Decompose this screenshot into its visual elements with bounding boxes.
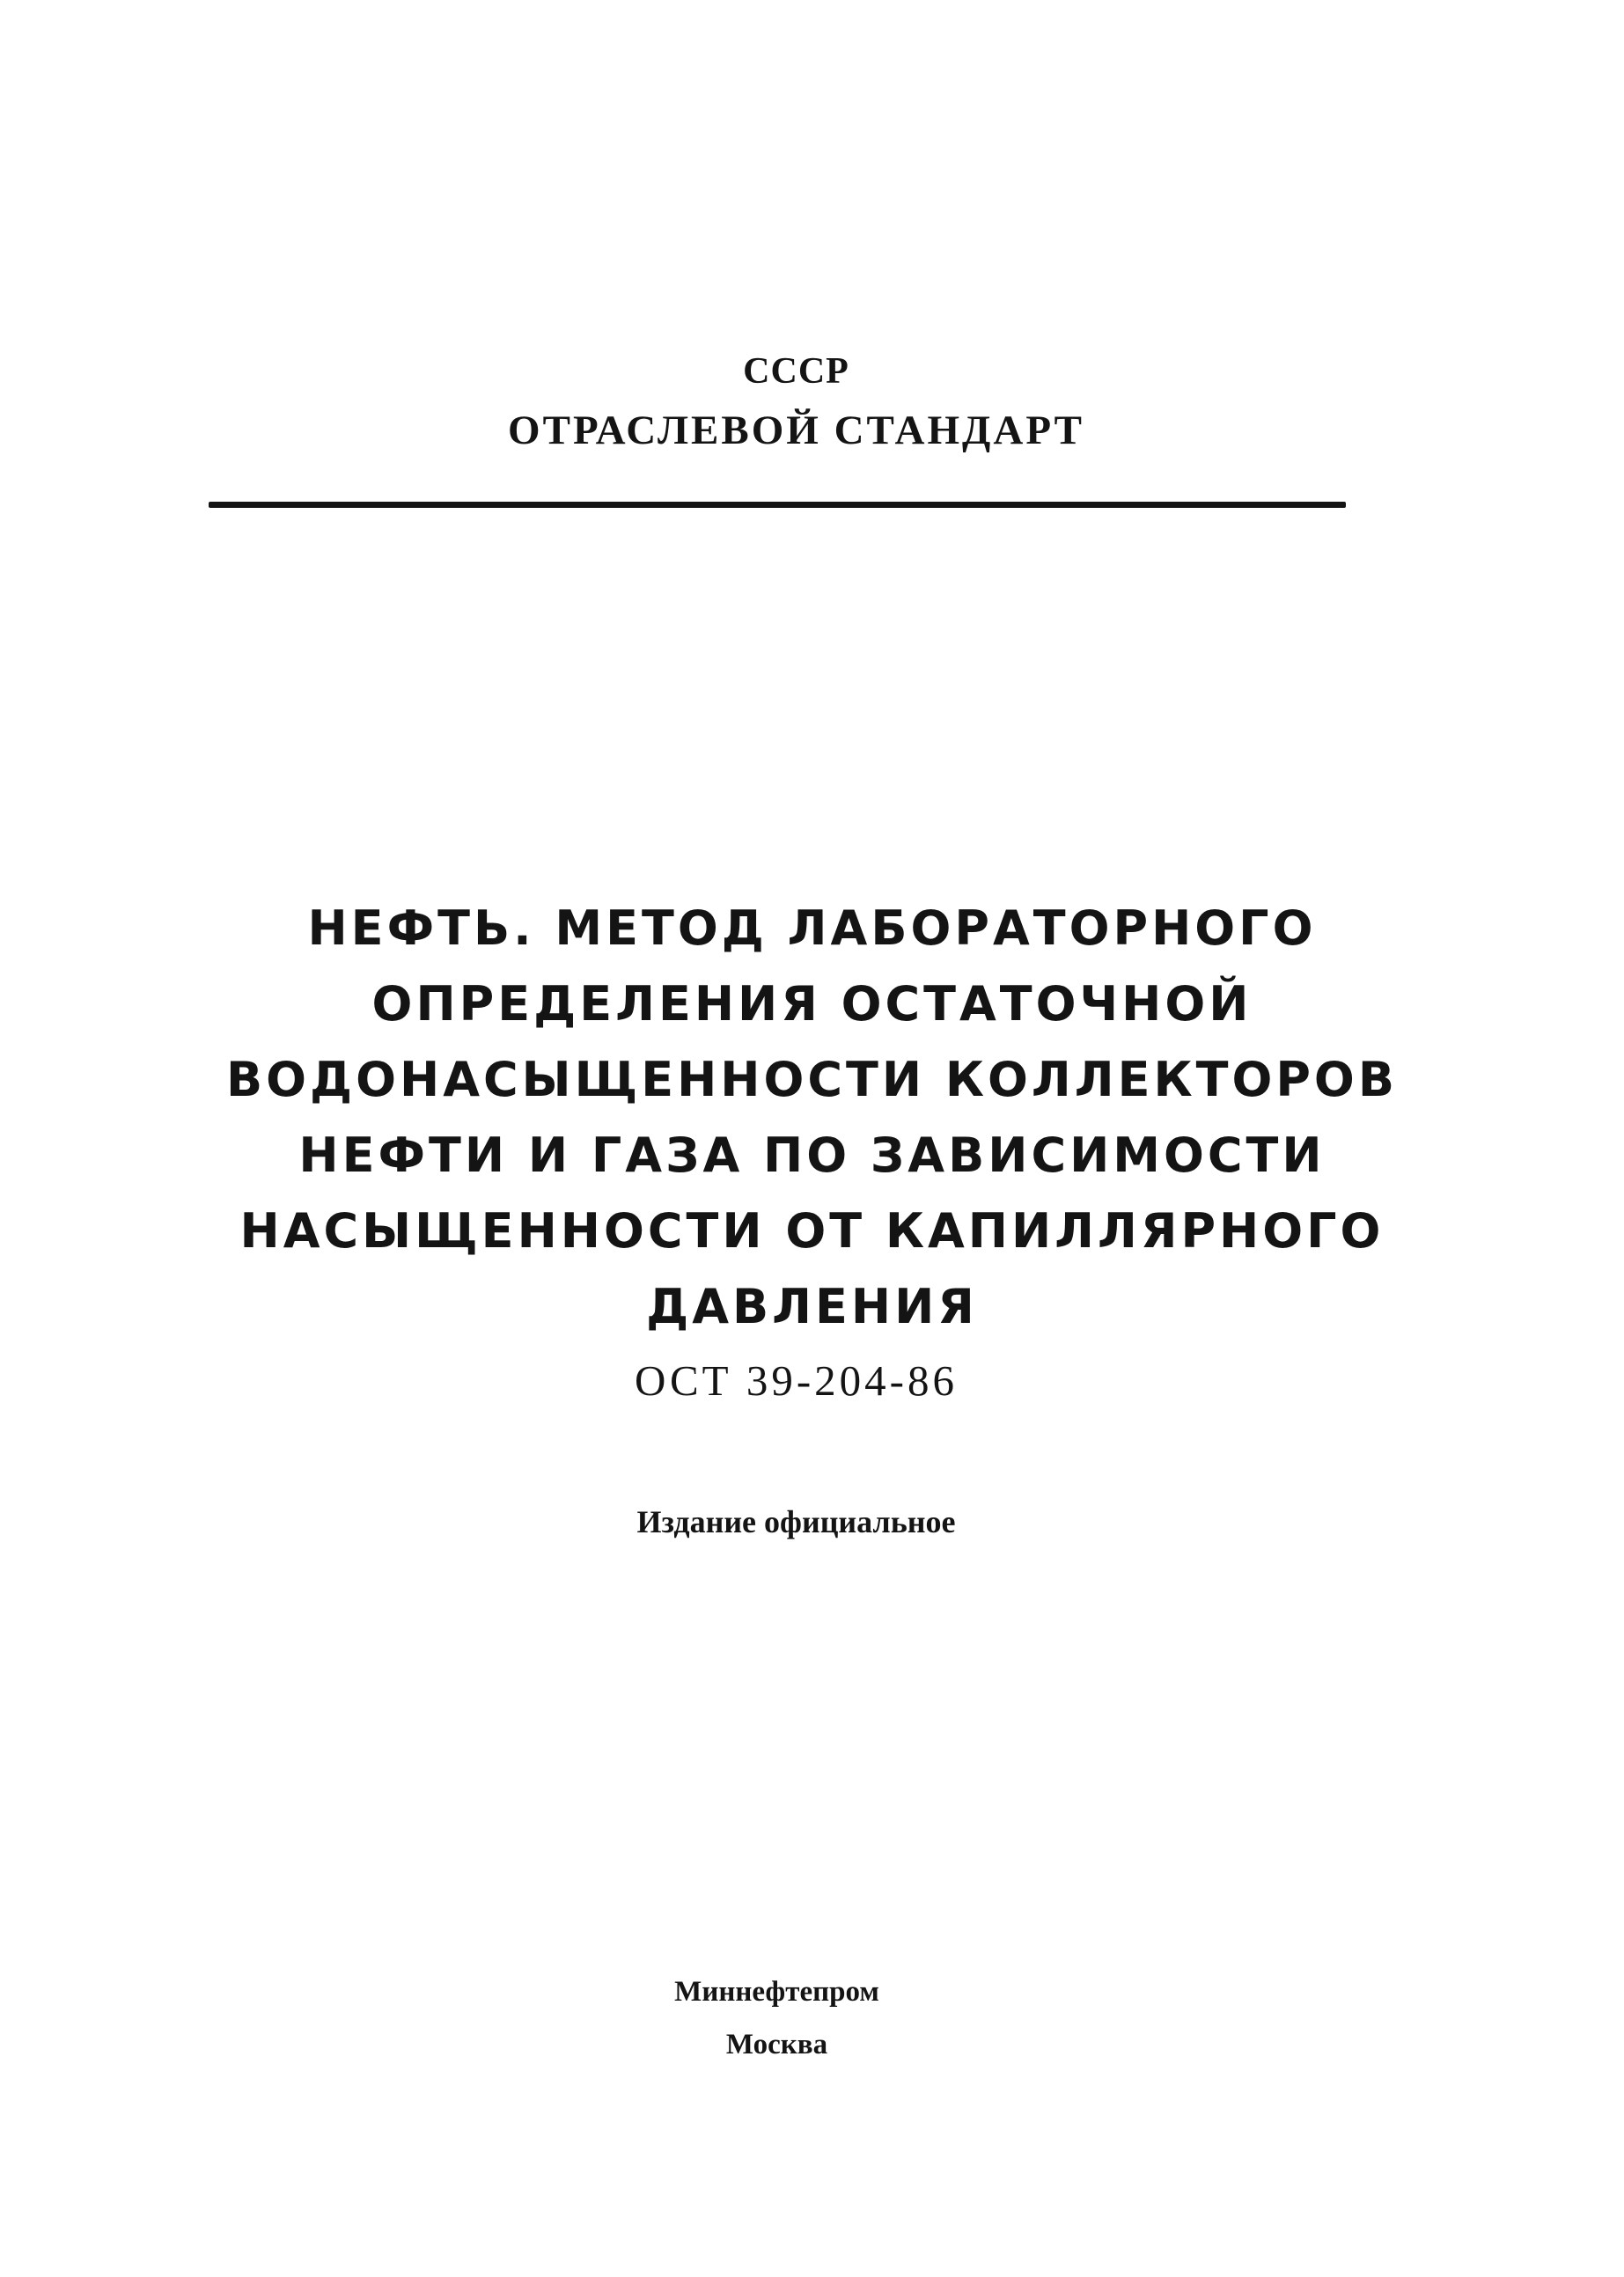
title-line-4: НЕФТИ И ГАЗА ПО ЗАВИСИМОСТИ [298,1127,1326,1183]
standard-designation: ОСТ 39-204-86 [635,1356,958,1405]
document-title [0,891,1624,1345]
horizontal-divider [209,502,1346,508]
title-line-6: ДАВЛЕНИЯ [646,1279,978,1334]
title-line-2: ОПРЕДЕЛЕНИЯ ОСТАТОЧНОЙ [371,976,1253,1032]
publisher-name: Миннефтепром [674,1976,879,2008]
publication-city: Москва [725,2029,828,2060]
title-line-1: НЕФТЬ. МЕТОД ЛАБОРАТОРНОГО [307,900,1317,956]
title-line-3: ВОДОНАСЫЩЕННОСТИ КОЛЛЕКТОРОВ [225,1052,1398,1107]
country-heading: СССР [743,351,849,392]
title-line-5: НАСЫЩЕННОСТИ ОТ КАПИЛЛЯРНОГО [239,1203,1385,1259]
standard-type-heading: ОТРАСЛЕВОЙ СТАНДАРТ [508,408,1084,453]
edition-note: Издание официальное [636,1504,956,1539]
